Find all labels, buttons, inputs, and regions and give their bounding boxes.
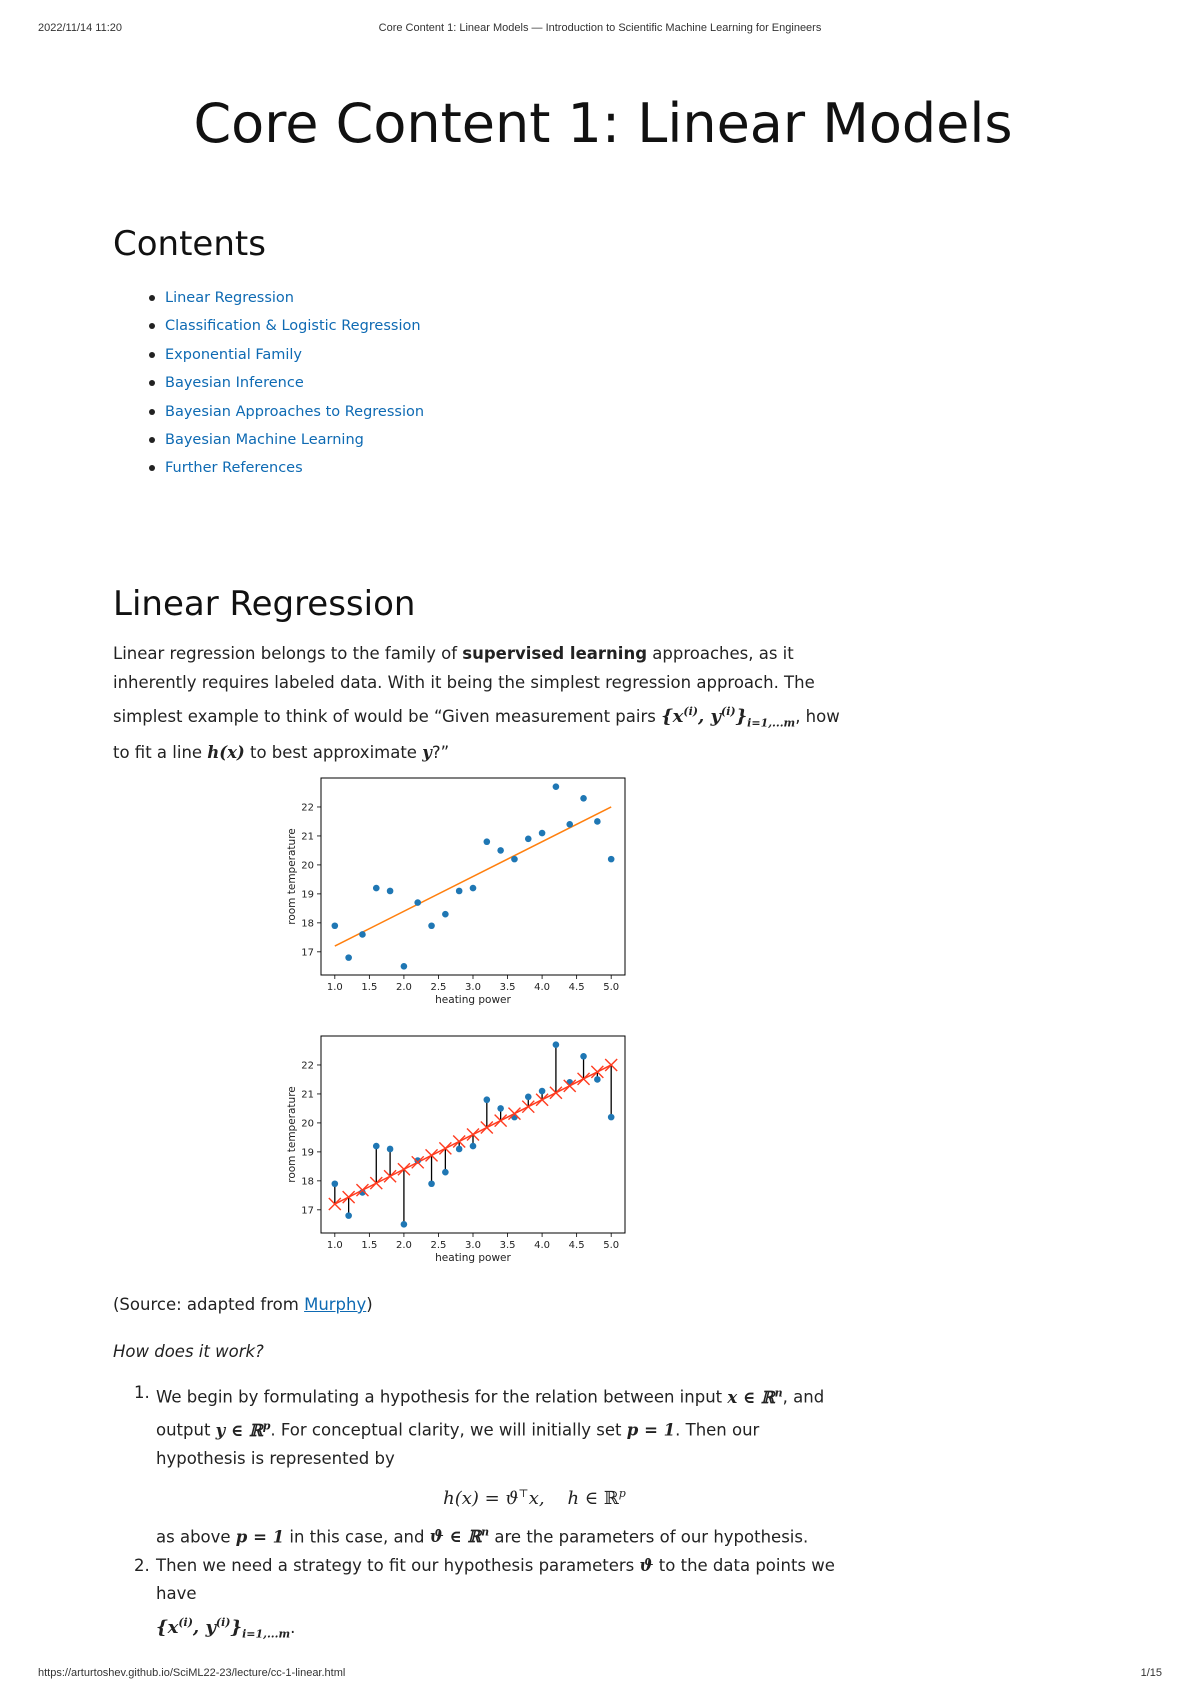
x-tick-label: 5.0 [603, 1240, 620, 1251]
data-point [566, 821, 573, 828]
theta-in-rn-formula: ϑ ∈ ℝ$^n$ [429, 1525, 490, 1546]
step2-text-a: Then we need a strategy to fit our hypothesis parameters [156, 1555, 640, 1575]
step2-text-b: to the data points we have [156, 1555, 835, 1603]
data-point [539, 1088, 546, 1095]
data-point [553, 783, 560, 790]
data-point [511, 1114, 518, 1121]
toc-item [165, 312, 424, 340]
data-points-formula: {$x^{(i)}$, $y^{(i)}\}_{i=1,...m}$ [156, 1615, 291, 1641]
y-axis-label: room temperature [286, 1086, 298, 1183]
step-number: 1. [134, 1383, 150, 1402]
data-point [387, 1146, 394, 1153]
h-of-x-formula: h(x) [207, 742, 245, 762]
data-point [497, 1105, 504, 1112]
toc-item [165, 369, 424, 397]
intro-text-5: ?” [431, 742, 450, 762]
linear-regression-heading: Linear Regression [113, 584, 416, 624]
source-prefix: (Source: adapted from [113, 1295, 305, 1314]
intro-text-1: Linear regression belongs to the family of [113, 644, 463, 663]
toc-item [165, 398, 424, 426]
print-page-number: 1/15 [1140, 1667, 1162, 1679]
y-tick-label: 21 [301, 1089, 314, 1101]
step-number: 2. [134, 1555, 150, 1575]
x-tick-label: 3.5 [499, 1240, 516, 1251]
step1-text-f: in this case, and [284, 1527, 430, 1546]
data-point [470, 1143, 477, 1150]
x-tick-label: 2.5 [430, 1240, 447, 1251]
x-tick-label: 5.0 [603, 982, 620, 993]
data-point [594, 1076, 601, 1083]
step1-text-e: as above [156, 1527, 236, 1546]
data-point [359, 931, 366, 938]
step1-text-c: . For conceptual clarity, we will initially set [270, 1420, 627, 1440]
x-tick-label: 2.0 [395, 1240, 412, 1251]
x-tick-label: 3.0 [465, 982, 481, 993]
table-of-contents [165, 284, 424, 483]
step1-text-g: are the parameters of our hypothesis. [489, 1527, 809, 1546]
y-tick-label: 20 [301, 1118, 314, 1130]
data-point [497, 847, 504, 854]
y-axis-label: room temperature [286, 828, 298, 925]
bullet-icon [149, 437, 155, 443]
y-formula: y [422, 742, 432, 762]
bullet-icon [149, 352, 155, 358]
data-point [401, 963, 408, 970]
intro-text-2: approaches, as it inherently requires labeled data. With it being the simplest regression approach. The simplest example to think of would be “Given measurement pairs [113, 644, 815, 726]
steps-list [113, 1379, 853, 1649]
data-point [442, 1169, 449, 1176]
toc-item [165, 454, 424, 482]
scatter-fit-chart [273, 774, 653, 1029]
print-datetime: 2022/11/14 11:20 [38, 22, 123, 34]
step1-text-a: We begin by formulating a hypothesis for the relation between input [156, 1387, 728, 1407]
data-point [580, 1053, 587, 1060]
data-point [484, 838, 491, 845]
data-point [345, 1212, 352, 1219]
page-title: Core Content 1: Linear Models [193, 92, 1013, 155]
x-tick-label: 1.0 [326, 1240, 343, 1251]
figure-scatter-fit [273, 774, 653, 1033]
toc-link-bayesian-ml[interactable]: Bayesian Machine Learning [165, 431, 364, 448]
toc-item [165, 426, 424, 454]
how-does-it-work: How does it work? [113, 1342, 264, 1361]
data-point [553, 1041, 560, 1048]
p-equals-1-formula: p = 1 [626, 1420, 676, 1440]
x-in-rn-formula: x ∈ ℝ$^n$ [727, 1386, 783, 1407]
data-point [608, 856, 615, 863]
bullet-icon [149, 295, 155, 301]
theta-formula: ϑ [639, 1555, 654, 1575]
intro-bold: supervised learning [462, 644, 648, 663]
hypothesis-equation: h(x) = ϑ⊤x, h ∈ ℝ$^p$ [443, 1486, 626, 1509]
x-axis-label: heating power [435, 1252, 511, 1264]
step-item: 2. Then we need a strategy to fit our hypothesis parameters ϑ to the data points we have {$x^{(i)}$, $y^{(i)}\}_{i=1,...m}$. [113, 1552, 853, 1649]
x-tick-label: 2.5 [430, 982, 447, 993]
data-point [566, 1079, 573, 1086]
y-tick-label: 18 [301, 1176, 314, 1188]
y-in-rp-formula: y ∈ ℝ$^p$ [215, 1419, 271, 1440]
y-tick-label: 19 [301, 889, 314, 901]
data-point [373, 1143, 380, 1150]
data-point [345, 954, 352, 961]
toc-link-further-references[interactable]: Further References [165, 460, 303, 477]
x-tick-label: 3.0 [465, 1240, 481, 1251]
bullet-icon [149, 465, 155, 471]
y-tick-label: 17 [301, 1205, 314, 1217]
toc-link-bayesian-inference[interactable]: Bayesian Inference [165, 375, 304, 392]
data-point [401, 1221, 408, 1228]
data-point [608, 1114, 615, 1121]
toc-item [165, 284, 424, 312]
toc-link-bayesian-regression[interactable]: Bayesian Approaches to Regression [165, 403, 425, 420]
data-point [332, 1180, 339, 1187]
bullet-icon [149, 409, 155, 415]
toc-link-exponential-family[interactable]: Exponential Family [165, 346, 303, 363]
data-point [539, 830, 546, 837]
toc-link-classification[interactable]: Classification & Logistic Regression [165, 318, 421, 335]
x-tick-label: 4.5 [568, 1240, 585, 1251]
murphy-link[interactable]: Murphy [304, 1295, 367, 1314]
bullet-icon [149, 323, 155, 329]
x-tick-label: 4.0 [534, 982, 551, 993]
x-tick-label: 4.5 [568, 982, 585, 993]
y-tick-label: 19 [301, 1147, 314, 1159]
data-point [414, 899, 421, 906]
x-tick-label: 3.5 [499, 982, 516, 993]
contents-heading: Contents [113, 224, 266, 264]
data-point [428, 1180, 435, 1187]
data-point [525, 836, 532, 843]
intro-text-4: to best approximate [244, 742, 423, 762]
toc-item [165, 341, 424, 369]
y-tick-label: 22 [301, 1060, 314, 1072]
bullet-icon [149, 380, 155, 386]
data-point [387, 888, 394, 895]
print-doc-title: Core Content 1: Linear Models — Introduction to Scientific Machine Learning for Engineers [378, 22, 822, 34]
x-tick-label: 1.0 [326, 982, 343, 993]
source-suffix: ) [366, 1295, 373, 1314]
y-tick-label: 18 [301, 918, 314, 930]
data-point [470, 885, 477, 892]
data-point [511, 856, 518, 863]
p-equals-1-formula-2: p = 1 [235, 1527, 285, 1546]
figure-residuals [273, 1032, 653, 1291]
step1-text-b: , and output [156, 1387, 825, 1440]
residuals-chart [273, 1032, 653, 1287]
y-tick-label: 21 [301, 831, 314, 843]
data-point [484, 1096, 491, 1103]
data-point [332, 922, 339, 929]
data-point [456, 1146, 463, 1153]
y-tick-label: 22 [301, 802, 314, 814]
toc-link-linear-regression[interactable]: Linear Regression [165, 290, 294, 306]
data-point [373, 885, 380, 892]
data-point [456, 888, 463, 895]
data-point [442, 911, 449, 918]
print-url: https://arturtoshev.github.io/SciML22-23/lecture/cc-1-linear.html [38, 1667, 346, 1679]
intro-text-3: , how to fit a line [113, 707, 840, 762]
measurement-pairs-formula: {$x^{(i)}$, $y^{(i)}\}_{i=1,...m}$ [661, 705, 796, 730]
x-tick-label: 4.0 [534, 1240, 551, 1251]
step-item [113, 1379, 853, 1552]
intro-paragraph [113, 639, 848, 767]
x-tick-label: 1.5 [361, 982, 378, 993]
data-point [525, 1094, 532, 1101]
y-tick-label: 20 [301, 860, 314, 872]
data-point [580, 795, 587, 802]
data-point [428, 922, 435, 929]
data-point [594, 818, 601, 825]
step1-text-d: . Then our hypothesis is represented by [156, 1420, 760, 1468]
y-tick-label: 17 [301, 947, 314, 959]
figure-source [113, 1295, 373, 1314]
x-axis-label: heating power [435, 994, 511, 1006]
x-tick-label: 2.0 [395, 982, 412, 993]
x-tick-label: 1.5 [361, 1240, 378, 1251]
